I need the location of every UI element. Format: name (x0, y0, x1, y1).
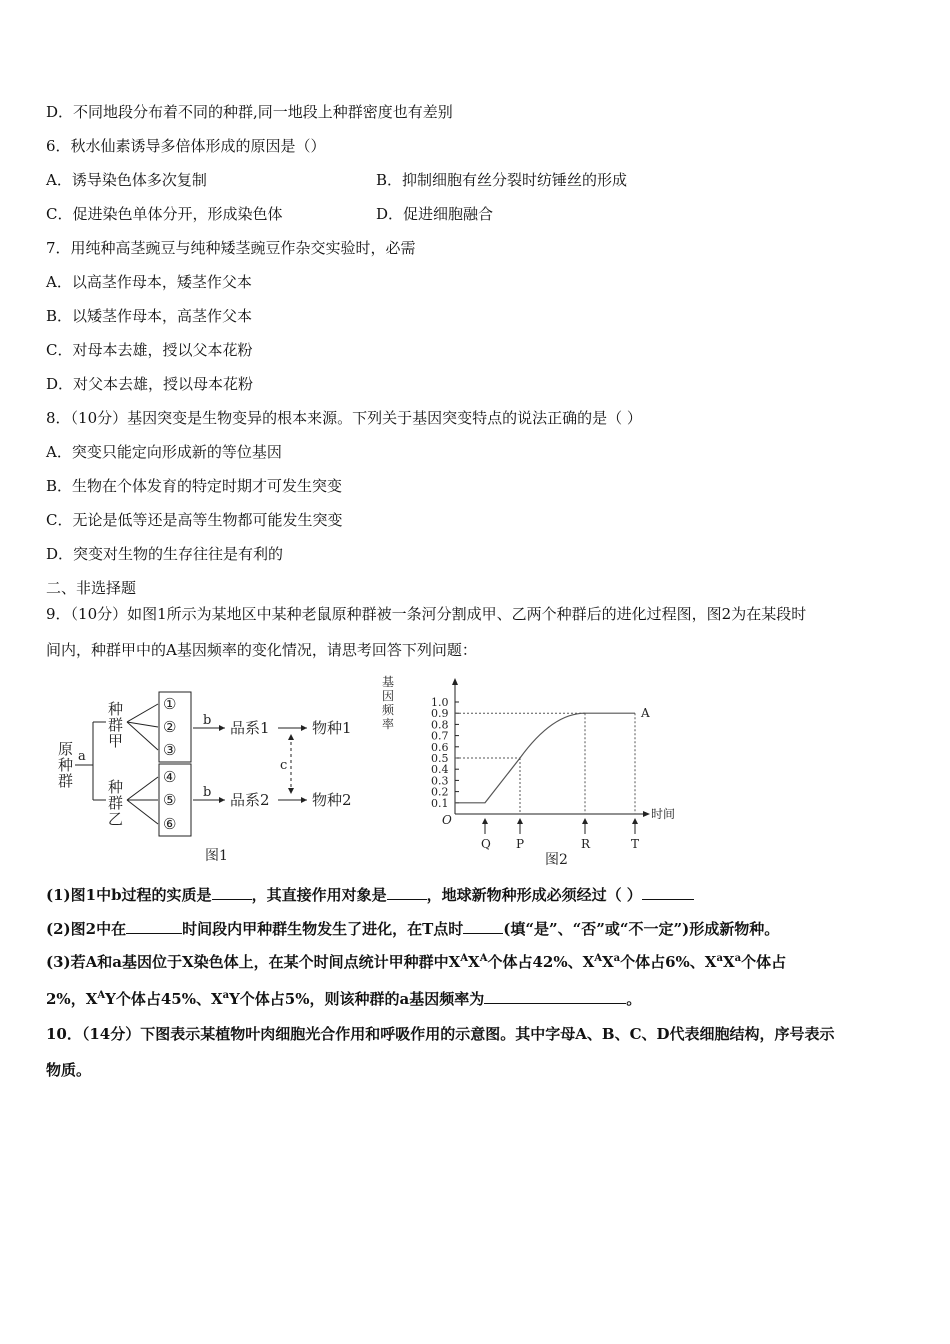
q9p3-text-b: X (468, 953, 480, 971)
y-tick-label: 1.0 (431, 696, 449, 709)
q8-option-c: C．无论是低等还是高等生物都可能发生突变 (46, 511, 343, 529)
pop-a-label-3: 甲 (108, 732, 124, 750)
pop-a-label-1: 种 (108, 700, 124, 718)
answer-blank-1[interactable] (212, 884, 252, 900)
x-point-arrowhead (582, 818, 588, 824)
section-heading: 二、非选择题 (46, 579, 137, 597)
circle-1: ① (163, 695, 177, 713)
q9p3-text-d: X (601, 953, 614, 971)
question-9-line1: 9．（10分）如图1所示为某地区中某种老鼠原种群被一条河分割成甲、乙两个种群后的进化过程图，图2为在某段时 (46, 605, 807, 623)
q9-part3-line2 (46, 988, 641, 1009)
y-tick-label: 0.2 (431, 785, 449, 799)
b-label-1: b (203, 713, 212, 728)
y-tick-label: 0.4 (431, 763, 449, 777)
sup-3: A (594, 953, 602, 964)
q9p2-text-c: (填“是”、“否”或“不一定”)形成新物种。 (503, 920, 780, 938)
figure-1-caption: 图1 (205, 848, 228, 864)
q7-option-b: B．以矮茎作母本，高茎作父本 (46, 307, 253, 325)
question-7: 7．用纯种高茎豌豆与纯种矮茎豌豆作杂交实验时，必需 (46, 239, 416, 257)
x-point-label: P (516, 837, 525, 851)
q6-option-c: C．促进染色单体分开，形成染色体 (46, 205, 283, 223)
pop-b-label-1: 种 (108, 778, 124, 796)
a-frequency-curve (455, 713, 635, 803)
origin-label-1: 原 (58, 740, 74, 758)
q9p3-text-f: X (722, 953, 735, 971)
q8-option-d: D．突变对生物的生存往往是有利的 (46, 545, 284, 563)
q6-option-a: A．诱导染色体多次复制 (46, 171, 207, 189)
guide-lines (455, 713, 635, 814)
y-tick-label: 0.1 (431, 796, 449, 810)
x-point-label: T (631, 837, 640, 851)
q9p3-text-a: (3)若A和a基因位于X染色体上，在某个时间点统计甲种群中X (46, 953, 461, 971)
q7-option-d: D．对父本去雄，授以母本花粉 (46, 375, 254, 393)
circle-2: ② (163, 718, 177, 736)
origin-label: O (442, 813, 452, 827)
question-6: 6．秋水仙素诱导多倍体形成的原因是（） (46, 137, 326, 155)
ylabel-2: 因 (382, 689, 395, 703)
q9p3-text-c: 个体占42%、X (487, 953, 595, 971)
option-d-prev: D．不同地段分布着不同的种群,同一地段上种群密度也有差别 (46, 103, 453, 121)
q9-part2 (46, 918, 779, 939)
series-a-label: A (641, 706, 650, 721)
q7-option-c: C．对母本去雄，授以父本花粉 (46, 341, 253, 359)
y-tick-label: 0.7 (431, 729, 449, 743)
q6-option-b: B．抑制细胞有丝分裂时纺锤丝的形成 (376, 171, 628, 189)
c-label: c (280, 758, 288, 773)
figure-2-caption: 图2 (545, 852, 568, 868)
q9p3-text-g: 个体占 (741, 953, 787, 971)
ylabel-4: 率 (382, 717, 395, 731)
b-label-2: b (203, 785, 212, 800)
q9p3-2-text-c: Y个体占5%，则该种群的a基因频率为 (229, 990, 485, 1008)
q8-option-b: B．生物在个体发育的特定时期才可发生突变 (46, 477, 343, 495)
question-9-line2: 间内，种群甲中的A基因频率的变化情况，请思考回答下列问题： (46, 641, 477, 659)
question-10-line2: 物质。 (46, 1061, 92, 1079)
a-label: a (78, 749, 86, 764)
origin-label-2: 种 (58, 756, 74, 774)
q6-option-d: D．促进细胞融合 (376, 205, 494, 223)
y-tick-label: 0.5 (431, 752, 449, 765)
circle-6: ⑥ (163, 815, 177, 833)
x-point-arrowhead (482, 818, 488, 824)
answer-blank-2[interactable] (387, 884, 427, 900)
circle-4: ④ (163, 768, 177, 786)
ylabel-1: 基 (382, 675, 395, 689)
species-1: 物种1 (312, 719, 352, 737)
answer-blank-3[interactable] (642, 884, 694, 900)
ylabel-3: 频 (382, 703, 395, 717)
q9-part3-line1 (46, 952, 786, 972)
q7-option-a: A．以高茎作母本，矮茎作父本 (46, 273, 252, 291)
species-2: 物种2 (312, 791, 352, 809)
q9p3-text-e: 个体占6%、X (620, 953, 717, 971)
y-tick-label: 0.9 (431, 707, 449, 721)
pop-a-label-2: 群 (108, 716, 124, 734)
y-tick-label: 0.6 (431, 740, 449, 754)
answer-blank-5[interactable] (463, 918, 503, 934)
pop-b-label-3: 乙 (108, 810, 124, 828)
q9p2-text-a: (2)图2中在 (46, 920, 127, 938)
y-tick-label: 0.8 (431, 718, 449, 732)
sup-2: A (479, 953, 488, 964)
q8-option-a: A．突变只能定向形成新的等位基因 (46, 443, 282, 461)
sup-6: a (734, 953, 742, 964)
circle-3: ③ (163, 741, 177, 759)
x-point-arrowhead (517, 818, 523, 824)
q9-part1 (46, 884, 694, 905)
x-points (481, 818, 639, 851)
sup-5: a (716, 953, 723, 964)
figures (0, 672, 950, 872)
xlabel: 时间 (651, 807, 676, 821)
strain-1: 品系1 (230, 719, 270, 737)
sup-7: A (97, 990, 106, 1001)
strain-2: 品系2 (230, 791, 270, 809)
sup-4: a (613, 953, 621, 964)
q9p2-text-b: 时间段内甲种群生物发生了进化，在T点时 (182, 920, 464, 938)
origin-label-3: 群 (58, 772, 74, 790)
answer-blank-4[interactable] (126, 918, 182, 934)
q9p1-text-c: ，地球新物种形成必须经过（ ） (426, 886, 642, 904)
q9p1-text-b: ，其直接作用对象是 (251, 886, 387, 904)
circle-5: ⑤ (163, 791, 177, 809)
figure-1 (58, 692, 352, 864)
sup-8: a (222, 990, 230, 1001)
answer-blank-6[interactable] (484, 988, 626, 1004)
q9p1-text-a: (1)图1中b过程的实质是 (46, 886, 212, 904)
pop-b-label-2: 群 (108, 794, 124, 812)
x-point-label: Q (481, 837, 491, 851)
sup-1: A (460, 953, 469, 964)
question-8: 8．（10分）基因突变是生物变异的根本来源。下列关于基因突变特点的说法正确的是（ ） (46, 409, 642, 427)
q9p3-2-text-a: 2%，X (46, 990, 98, 1008)
q9p3-2-text-b: Y个体占45%、X (105, 990, 223, 1008)
y-tick-label: 0.3 (431, 774, 449, 788)
x-point-arrowhead (632, 818, 638, 824)
question-10-line1: 10．（14分）下图表示某植物叶肉细胞光合作用和呼吸作用的示意图。其中字母A、B、C、D代表细胞结构，序号表示 (46, 1025, 835, 1043)
x-point-label: R (581, 837, 591, 851)
figure-2 (382, 675, 675, 868)
q9p3-2-text-d: 。 (626, 990, 642, 1008)
